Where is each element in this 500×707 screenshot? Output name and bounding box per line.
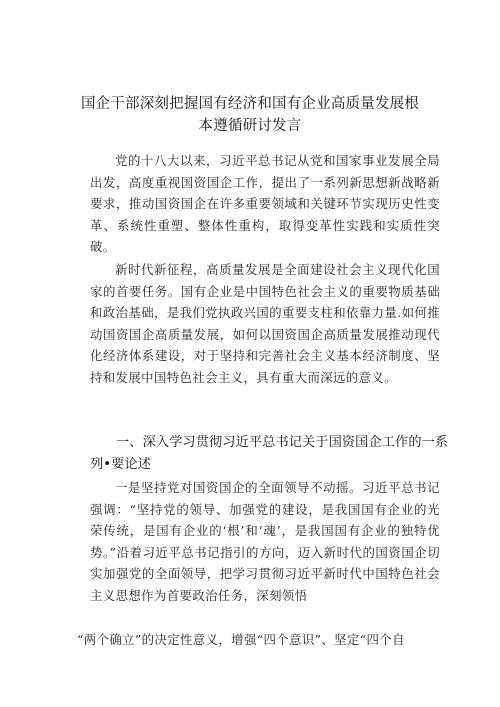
paragraph-continuation: “两个确立”的决定性意义，增强“四个意识”、坚定“四个自 (77, 632, 405, 647)
paragraph-intro: 党的十八大以来，习近平总书记从党和国家事业发展全局出发，高度重视国资国企工作，提出了一系列新思想新战略新要求，推动国资国企在许多重要领域和关键环节实现历史性变革、系统性重塑、整体性重构，取得变革性实践和实质性突破。 (90, 153, 440, 255)
document-title-line-1: 国企干部深刻把握国有经济和国有企业高质量发展根 (80, 96, 420, 112)
paragraph-new-era: 新时代新征程，高质量发展是全面建设社会主义现代化国家的首要任务。国有企业是中国特色社会主义的重要物质基础和政治基础，是我们党执政兴国的重要支柱和依靠力量.如何推动国资国企高质量发展，如何以国资国企高质量发展推动现代化经济体系建设，对于坚持和完善社会主义基本经济制度、坚持和发展中国特色社会主义，具有重大而深远的意义。 (90, 262, 440, 385)
document-title-line-2: 本遵循研讨发言 (198, 118, 302, 134)
paragraph-party-leadership: 一是坚持党对国资国企的全面领导不动摇。习近平总书记强调：“坚持党的领导、加强党的建设，是我国国有企业的光荣传统，是国有企业的‘根’和‘魂’，是我国国有企业的独特优势。”沿着习近平总书记指引的方向，迈入新时代的国资国企切实加强党的全面领导，把学习贯彻习近平新时代中国特色社会主义思想作为首要政治任务，深刻领悟 (90, 480, 440, 603)
section-heading-1: 一、深入学习贯彻习近平总书记关于国资国企工作的一系列•要论述 (90, 435, 449, 472)
